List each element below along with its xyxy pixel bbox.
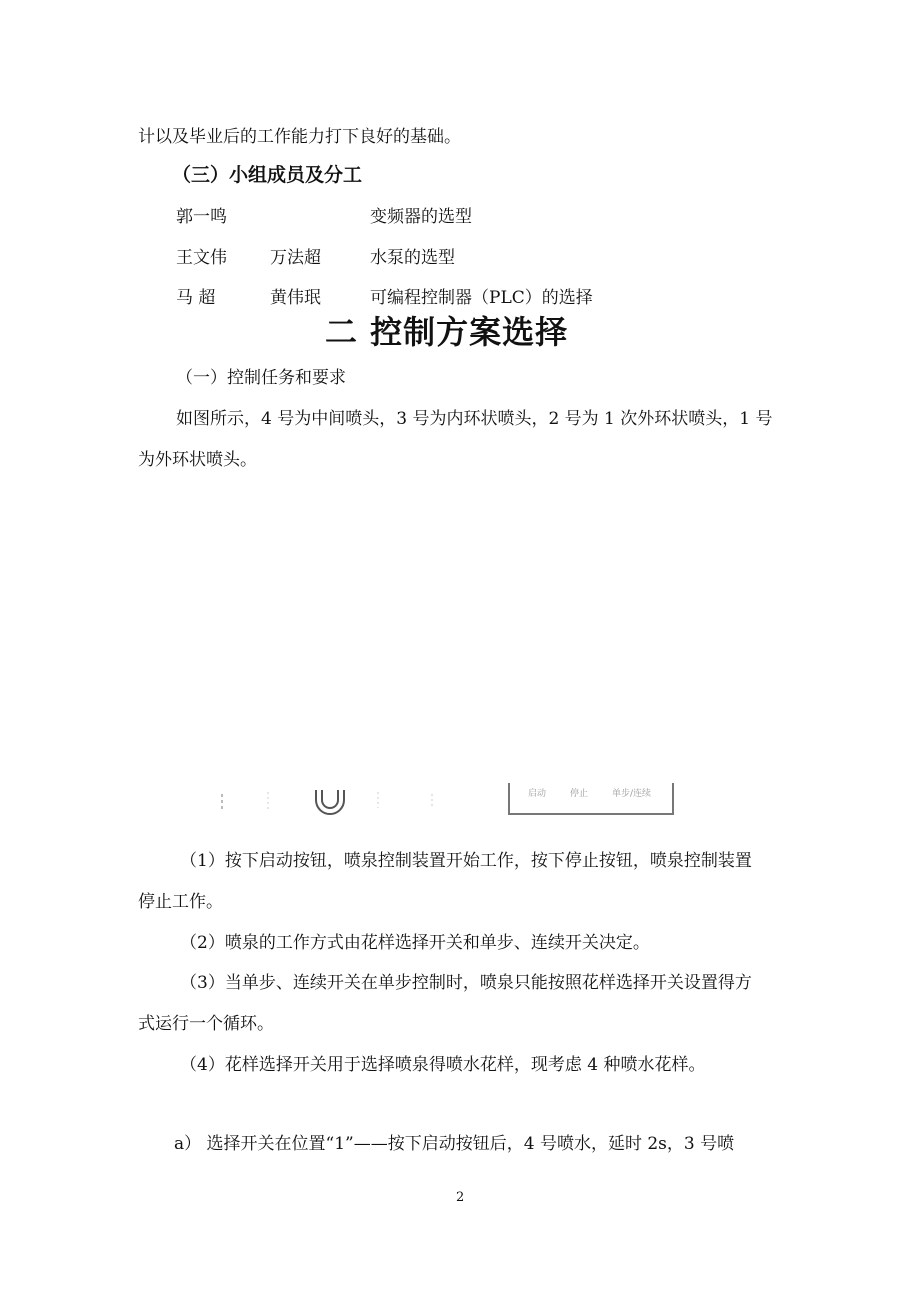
paragraph-line: （1）按下启动按钮，喷泉控制装置开始工作，按下停止按钮，喷泉控制装置 bbox=[180, 851, 752, 871]
paragraph-line: （2）喷泉的工作方式由花样选择开关和单步、连续开关决定。 bbox=[180, 933, 650, 953]
page-number: 2 bbox=[456, 1190, 465, 1205]
member-task: 可编程控制器（PLC）的选择 bbox=[370, 288, 593, 308]
member-name: 马 超 bbox=[176, 288, 216, 308]
paragraph-line: 为外环状喷头。 bbox=[138, 450, 257, 470]
paragraph-line: 停止工作。 bbox=[138, 892, 223, 912]
text-line: 计以及毕业后的工作能力打下良好的基础。 bbox=[138, 127, 461, 147]
member-name: 郭一鸣 bbox=[176, 207, 227, 227]
member-task: 变频器的选型 bbox=[370, 207, 472, 227]
member-name: 万法超 bbox=[270, 248, 321, 268]
section-heading: （三）小组成员及分工 bbox=[172, 164, 363, 186]
step-continuous-label: 单步/连续 bbox=[612, 789, 652, 799]
paragraph-line: 如图所示，4 号为中间喷头，3 号为内环状喷头，2 号为 1 次外环状喷头，1 号 bbox=[176, 409, 773, 429]
paragraph-line: （3）当单步、连续开关在单步控制时，喷泉只能按照花样选择开关设置得方 bbox=[180, 973, 752, 993]
paragraph-line: 式运行一个循环。 bbox=[138, 1014, 274, 1034]
member-name: 黄伟珉 bbox=[270, 288, 321, 308]
paragraph-line: （4）花样选择开关用于选择喷泉得喷水花样，现考虑 4 种喷水花样。 bbox=[180, 1055, 706, 1075]
chapter-heading: 二 控制方案选择 bbox=[325, 313, 569, 351]
start-label: 启动 bbox=[528, 789, 547, 799]
member-name: 王文伟 bbox=[176, 248, 227, 268]
control-panel bbox=[508, 783, 674, 815]
stop-label: 停止 bbox=[570, 789, 589, 799]
subsection-heading: （一）控制任务和要求 bbox=[176, 368, 346, 388]
member-task: 水泵的选型 bbox=[370, 248, 455, 268]
paragraph-line: a） 选择开关在位置“1”——按下启动按钮后，4 号喷水，延时 2s，3 号喷 bbox=[174, 1134, 735, 1154]
